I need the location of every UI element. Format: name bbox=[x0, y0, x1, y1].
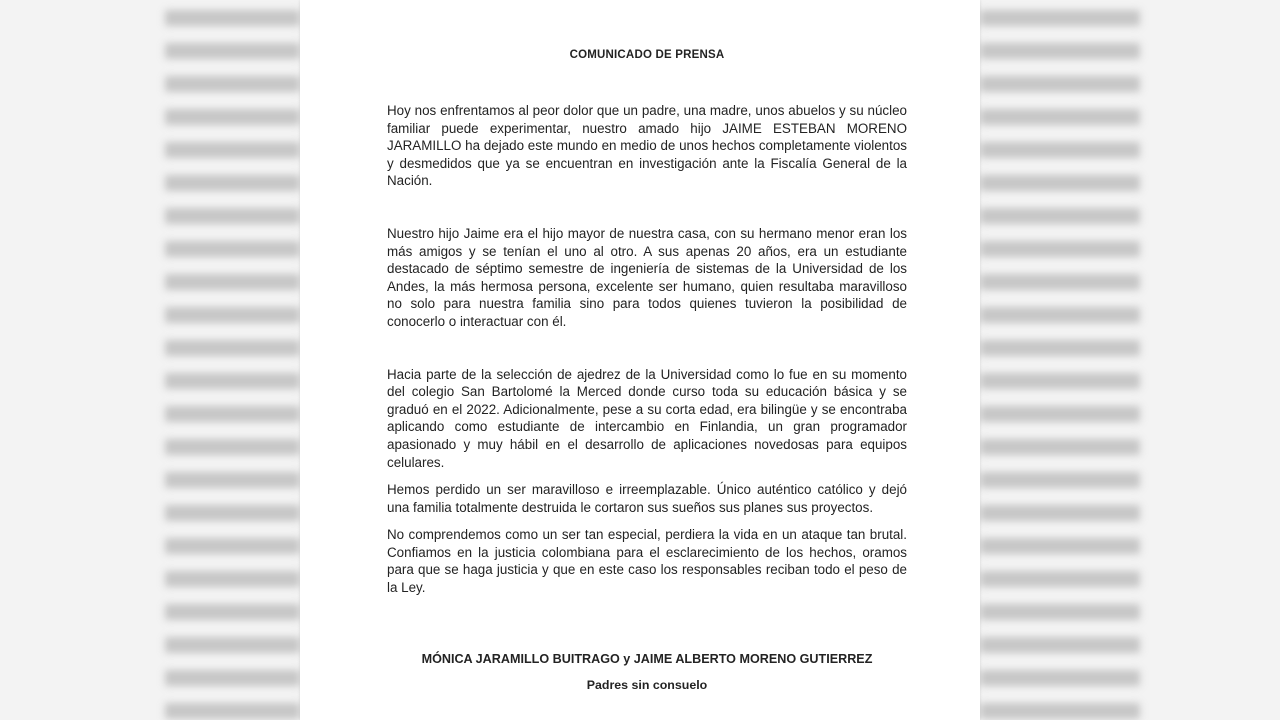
press-release-document bbox=[300, 0, 987, 703]
document-title: COMUNICADO DE PRENSA bbox=[569, 49, 725, 61]
signature-caption: Padres sin consuelo bbox=[586, 677, 708, 692]
paragraph: Hemos perdido un ser maravilloso e irreemplazable. Único auténtico católico y dejó una familia totalmente destruida le cortaron sus sueños sus planes sus proyectos. bbox=[387, 482, 907, 515]
paragraph: Nuestro hijo Jaime era el hijo mayor de nuestra casa, con su hermano menor eran los más amigos y se tenían el uno al otro. A sus apenas 20 años, era un estudiante destacado de séptimo semestre de ingeniería de sistemas de la Universidad de los Andes, la más hermosa persona, excelente ser humano, quien resultaba maravilloso no solo para nuestra familia sino para todos quienes tuvieron la posibilidad de conocerlo o interactuar con él. bbox=[387, 225, 907, 329]
press-release-page bbox=[300, 0, 980, 720]
paragraph: Hacia parte de la selección de ajedrez de la Universidad como lo fue en su momento del colegio San Bartolomé la Merced donde curso toda su educación básica y se graduó en el 2022. Adicionalmente, pese a su corta edad, era bilingüe y se encontraba aplicando como estudiante de intercambio en Finlandia, un gran programador apasionado y muy hábil en el desarrollo de aplicaciones novedosas para equipos celulares. bbox=[387, 366, 907, 470]
paragraph: No comprendemos como un ser tan especial, perdiera la vida en un ataque tan brutal. Confiamos en la justicia colombiana para el esclarecimiento de los hechos, oramos para que se haga justicia y que en este caso los responsables reciban todo el peso de la Ley. bbox=[387, 527, 907, 596]
paragraph: Hoy nos enfrentamos al peor dolor que un padre, una madre, unos abuelos y su núcleo familiar puede experimentar, nuestro amado hijo JAIME ESTEBAN MORENO JARAMILLO ha dejado este mundo en medio de unos hechos completamente violentos y desmedidos que ya se encuentran en investigación ante la Fiscalía General de la Nación. bbox=[387, 103, 907, 189]
signatories: MÓNICA JARAMILLO BUITRAGO y JAIME ALBERTO MORENO GUTIERREZ bbox=[421, 651, 873, 666]
blurred-background-left bbox=[165, 0, 300, 720]
blurred-background-right bbox=[980, 0, 1140, 720]
